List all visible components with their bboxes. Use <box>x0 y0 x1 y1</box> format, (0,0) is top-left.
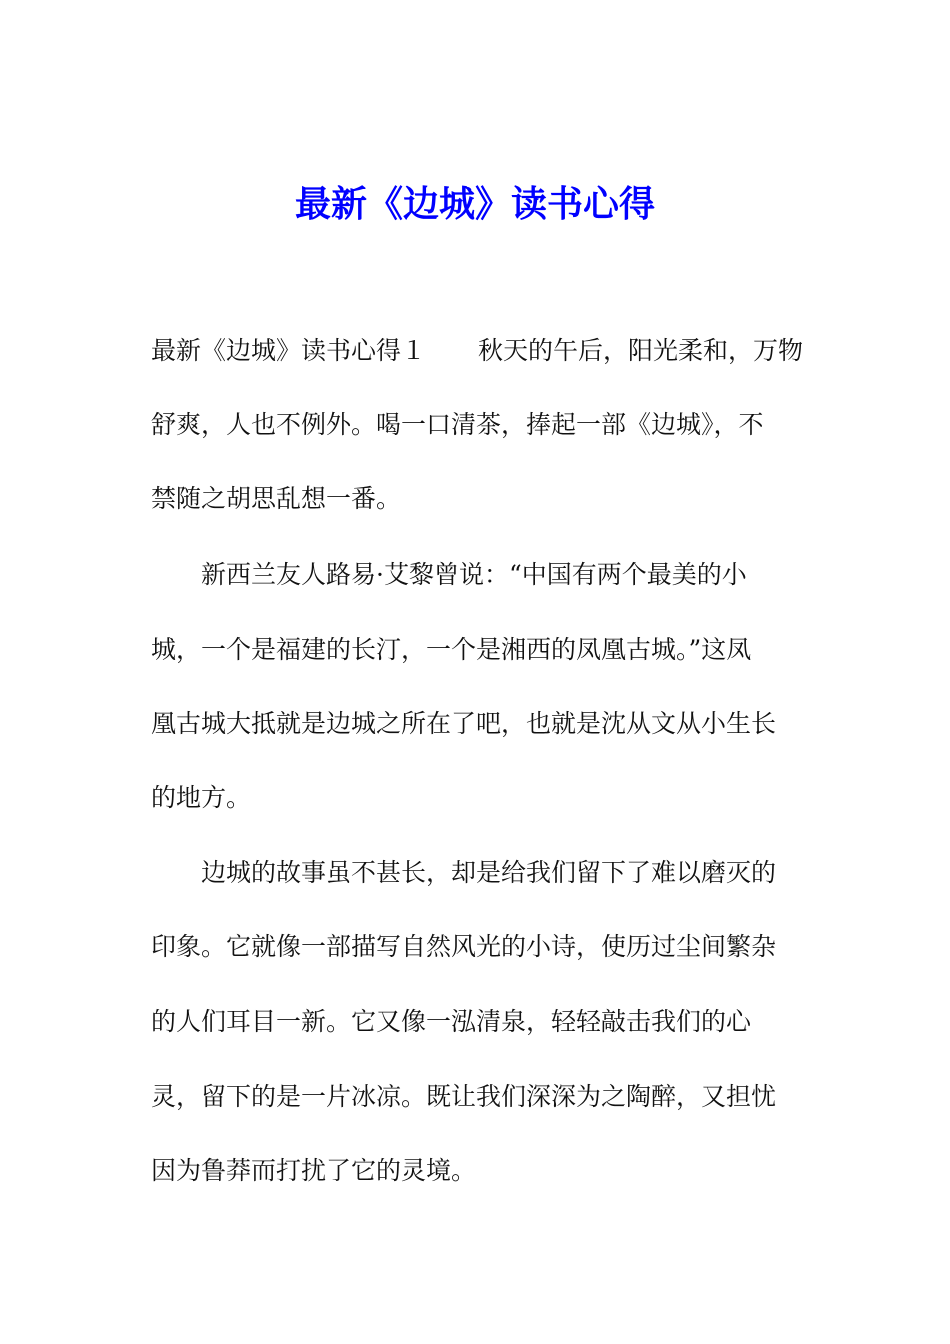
paragraph-1-line-2: 舒爽，人也不例外。喝一口清茶，捧起一部《边城》，不 <box>151 410 764 439</box>
paragraph-3-line-3: 的人们耳目一新。它又像一泓清泉，轻轻敲击我们的心 <box>151 1007 752 1036</box>
paragraph-text: 秋天的午后，阳光柔和，万物 <box>478 336 804 365</box>
paragraph-2-line-1: 新西兰友人路易·艾黎曾说：“中国有两个最美的小 <box>201 560 747 589</box>
paragraph-3-line-1: 边城的故事虽不甚长，却是给我们留下了难以磨灭的 <box>201 858 777 887</box>
document-title: 最新《边城》读书心得 <box>294 183 655 225</box>
paragraph-3-line-2: 印象。它就像一部描写自然风光的小诗，使历过尘间繁杂 <box>151 932 777 961</box>
paragraph-1-line-1 <box>151 333 811 369</box>
paragraph-2-line-4: 的地方。 <box>151 783 252 812</box>
paragraph-3-line-5: 因为鲁莽而打扰了它的灵境。 <box>151 1156 477 1185</box>
paragraph-3-line-4: 灵，留下的是一片冰凉。既让我们深深为之陶醉，又担忧 <box>151 1082 777 1111</box>
paragraph-2-line-3: 凰古城大抵就是边城之所在了吧，也就是沈从文从小生长 <box>151 709 777 738</box>
paragraph-1-line-3: 禁随之胡思乱想一番。 <box>151 484 402 513</box>
paragraph-2-line-2: 城，一个是福建的长汀，一个是湘西的凤凰古城。”这凤 <box>151 635 752 664</box>
section-heading: 最新《边城》读书心得１ <box>151 336 427 365</box>
